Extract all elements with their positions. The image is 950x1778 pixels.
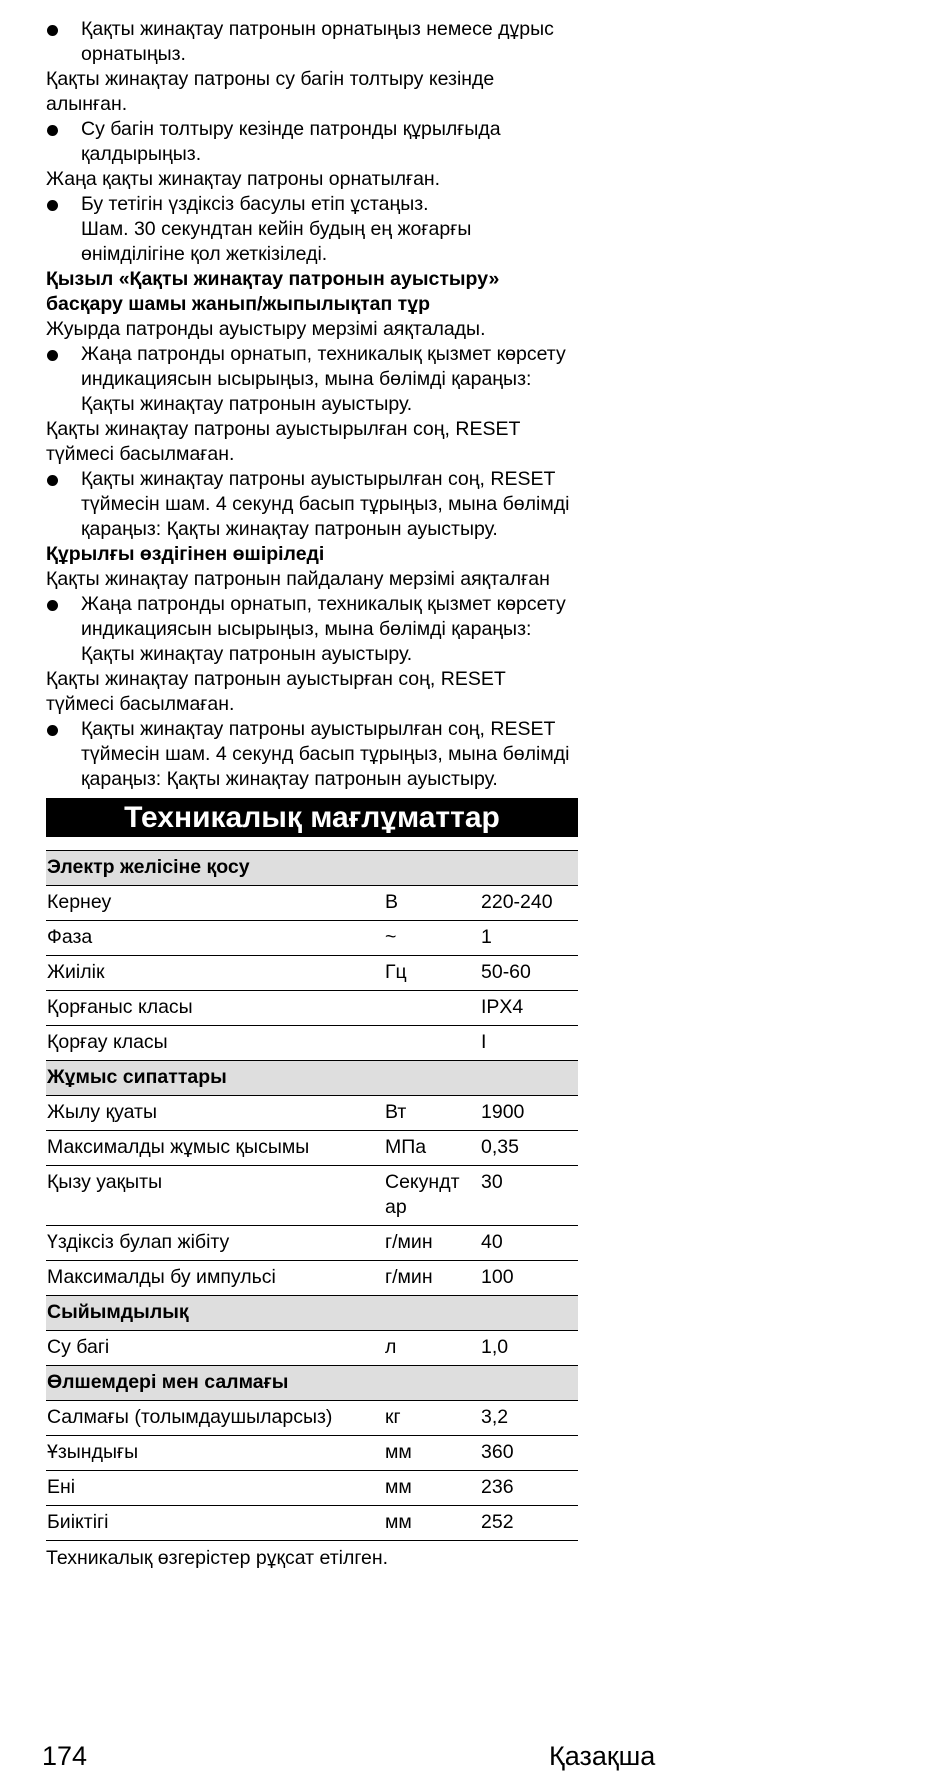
spec-unit: мм xyxy=(384,1506,480,1541)
spec-unit: мм xyxy=(384,1436,480,1471)
spec-value: 3,2 xyxy=(480,1401,578,1436)
bullet-item: Жаңа патронды орнатып, техникалық қызмет көрсету индикациясын ысырыңыз, мына бөлімді қараңыз: Қақты жинақтау патронын ауыстыру. xyxy=(46,342,578,417)
spec-value: 30 xyxy=(480,1166,578,1226)
spec-label: Ұзындығы xyxy=(46,1436,384,1471)
spec-value: 0,35 xyxy=(480,1131,578,1166)
table-row xyxy=(46,886,578,921)
fault-heading: Қызыл «Қақты жинақтау патронын ауыстыру» басқару шамы жанып/жыпылықтап тұр xyxy=(46,268,500,315)
table-row xyxy=(46,1261,578,1296)
table-row xyxy=(46,1436,578,1471)
section-label: Жұмыс сипаттары xyxy=(46,1061,578,1096)
spec-label: Биіктігі xyxy=(46,1506,384,1541)
table-section-header xyxy=(46,851,578,886)
spec-label: Қорғау класы xyxy=(46,1026,384,1061)
page-number: 174 xyxy=(42,1741,88,1771)
spec-label: Жиілік xyxy=(46,956,384,991)
paragraph: Қақты жинақтау патронын пайдалану мерзімі аяқталған xyxy=(46,568,550,590)
spec-label: Қызу уақыты xyxy=(46,1166,384,1226)
spec-unit: Гц xyxy=(384,956,480,991)
spec-label: Жылу қуаты xyxy=(46,1096,384,1131)
section-label: Сыйымдылық xyxy=(46,1296,578,1331)
paragraph: Жаңа қақты жинақтау патроны орнатылған. xyxy=(46,168,441,190)
table-row xyxy=(46,921,578,956)
bullet-item: Қақты жинақтау патроны ауыстырылған соң, RESET түймесін шам. 4 секунд басып тұрыңыз, мына бөлімді қараңыз: Қақты жинақтау патронын ауыстыру. xyxy=(46,717,578,792)
spec-unit xyxy=(384,991,480,1026)
table-row xyxy=(46,991,578,1026)
table-row xyxy=(46,1166,578,1226)
spec-label: Фаза xyxy=(46,921,384,956)
spec-label: Үздіксіз булап жібіту xyxy=(46,1226,384,1261)
spec-value: 1900 xyxy=(480,1096,578,1131)
spec-value: 360 xyxy=(480,1436,578,1471)
page-content xyxy=(46,17,578,1571)
bullet-item: Жаңа патронды орнатып, техникалық қызмет көрсету индикациясын ысырыңыз, мына бөлімді қараңыз: Қақты жинақтау патронын ауыстыру. xyxy=(46,592,578,667)
spec-value: 1,0 xyxy=(480,1331,578,1366)
paragraph: Қақты жинақтау патроны су багін толтыру кезінде алынған. xyxy=(46,68,495,115)
table-row xyxy=(46,1401,578,1436)
table-row xyxy=(46,1471,578,1506)
table-row xyxy=(46,1096,578,1131)
spec-label: Салмағы (толымдаушыларсыз) xyxy=(46,1401,384,1436)
table-section-header xyxy=(46,1366,578,1401)
spec-label: Максималды жұмыс қысымы xyxy=(46,1131,384,1166)
spec-label: Қорғаныс класы xyxy=(46,991,384,1026)
spec-unit: кг xyxy=(384,1401,480,1436)
spec-value: 220-240 xyxy=(480,886,578,921)
spec-unit: Вт xyxy=(384,1096,480,1131)
section-title: Техникалық мағлұматтар xyxy=(46,798,578,837)
spec-unit: мм xyxy=(384,1471,480,1506)
spec-label: Кернеу xyxy=(46,886,384,921)
troubleshooting-text xyxy=(46,17,578,792)
spec-value: 100 xyxy=(480,1261,578,1296)
spec-value: 1 xyxy=(480,921,578,956)
section-label: Электр желісіне қосу xyxy=(46,851,578,886)
spec-unit: л xyxy=(384,1331,480,1366)
table-row xyxy=(46,1226,578,1261)
technical-data-table xyxy=(46,850,578,1541)
table-row xyxy=(46,1131,578,1166)
fault-heading: Құрылғы өздігінен өшіріледі xyxy=(46,543,325,565)
bullet-item: Су багін толтыру кезінде патронды құрылғыда қалдырыңыз. xyxy=(46,117,578,167)
spec-label: Ені xyxy=(46,1471,384,1506)
spec-value: IPX4 xyxy=(480,991,578,1026)
table-row xyxy=(46,1506,578,1541)
indented-paragraph: Шам. 30 секундтан кейін будың ең жоғарғы өнімділігіне қол жеткізіледі. xyxy=(81,218,472,265)
spec-value: 252 xyxy=(480,1506,578,1541)
table-row xyxy=(46,1331,578,1366)
spec-label: Максималды бу импульсі xyxy=(46,1261,384,1296)
spec-value: I xyxy=(480,1026,578,1061)
paragraph: Жуырда патронды ауыстыру мерзімі аяқталады. xyxy=(46,318,486,340)
table-section-header xyxy=(46,1296,578,1331)
spec-value: 50-60 xyxy=(480,956,578,991)
section-label: Өлшемдері мен салмағы xyxy=(46,1366,578,1401)
spec-unit: ~ xyxy=(384,921,480,956)
paragraph: Қақты жинақтау патроны ауыстырылған соң, RESET түймесі басылмаған. xyxy=(46,418,521,465)
bullet-item: Қақты жинақтау патронын орнатыңыз немесе дұрыс орнатыңыз. xyxy=(46,17,578,67)
table-row xyxy=(46,1026,578,1061)
spec-unit xyxy=(384,1026,480,1061)
spec-value: 236 xyxy=(480,1471,578,1506)
paragraph: Қақты жинақтау патронын ауыстырған соң, RESET түймесі басылмаған. xyxy=(46,668,506,715)
table-section-header xyxy=(46,1061,578,1096)
spec-unit: В xyxy=(384,886,480,921)
table-row xyxy=(46,956,578,991)
spec-unit: МПа xyxy=(384,1131,480,1166)
spec-value: 40 xyxy=(480,1226,578,1261)
spec-unit: г/мин xyxy=(384,1261,480,1296)
technical-note: Техникалық өзгерістер рұқсат етілген. xyxy=(46,1547,389,1569)
bullet-item: Қақты жинақтау патроны ауыстырылған соң, RESET түймесін шам. 4 секунд басып тұрыңыз, мына бөлімді қараңыз: Қақты жинақтау патронын ауыстыру. xyxy=(46,467,578,542)
spec-unit: Секундт ар xyxy=(384,1166,480,1226)
spec-unit: г/мин xyxy=(384,1226,480,1261)
spec-label: Су багі xyxy=(46,1331,384,1366)
bullet-item: Бу тетігін үздіксіз басулы етіп ұстаңыз. xyxy=(46,192,578,217)
page-language: Қазақша xyxy=(549,1741,656,1771)
